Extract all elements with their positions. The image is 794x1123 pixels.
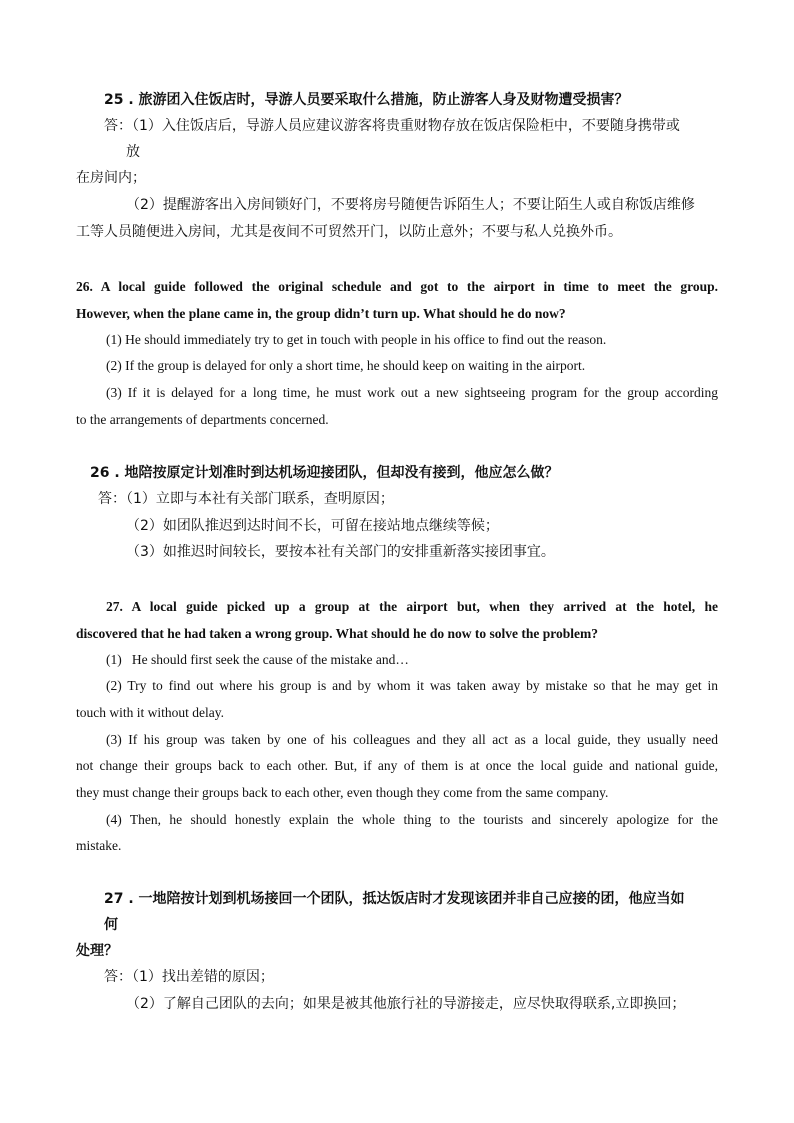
q27-en-answer-line: they must change their groups back to each other, even though they come from the same company.: [76, 785, 609, 800]
q27-cn-answer-line: （2）了解自己团队的去向；如果是被其他旅行社的导游接走，应尽快取得联系,立即换回；: [126, 996, 686, 1012]
q25-answer-line: 在房间内；: [76, 170, 146, 186]
q26-cn-answer-line: （2）如团队推迟到达时间不长，可留在接站地点继续等候；: [126, 518, 499, 534]
q26-en-title-line1: 26. A local guide followed the original schedule and got to the airport in time to meet the group.: [76, 279, 718, 294]
q26-en-title-line2: However, when the plane came in, the group didn’t turn up. What should he do now?: [76, 306, 566, 321]
q26-en-answer-line: (1) He should immediately try to get in touch with people in his office to find out the reason.: [106, 332, 607, 347]
q27-cn-answer-line: 答：（1）找出差错的原因；: [104, 969, 274, 985]
q26-en-answer-line: (3) If it is delayed for a long time, he must work out a new sightseeing program for the group according: [106, 385, 718, 400]
q27-en-answer-line: (2) Try to find out where his group is and by whom it was taken away by mistake so that he may get in: [106, 678, 718, 693]
q26-cn-title: 26 . 地陪按原定计划准时到达机场迎接团队，但却没有接到，他应怎么做？: [90, 465, 559, 481]
q26-en-answer-line: (2) If the group is delayed for only a short time, he should keep on waiting in the airport.: [106, 358, 586, 373]
q25-answer-line: （2）提醒游客出入房间锁好门，不要将房号随便告诉陌生人；不要让陌生人或自称饭店维修: [126, 197, 695, 213]
q27-en-answer-line: touch with it without delay.: [76, 705, 224, 720]
q27-en-answer-line: (3) If his group was taken by one of his colleagues and they all act as a local guide, they usually need: [106, 732, 718, 747]
q26-en-answer-line: to the arrangements of departments concerned.: [76, 412, 329, 427]
q26-cn-answer-line: 答：（1）立即与本社有关部门联系，查明原因；: [98, 491, 394, 507]
q27-en-answer-line: not change their groups back to each other. But, if any of them is at once the local guide and national guide,: [76, 758, 718, 773]
q27-cn-title-line2: 何: [104, 917, 118, 933]
q27-en-answer-line: (4) Then, he should honestly explain the whole thing to the tourists and sincerely apologize for the: [106, 812, 718, 827]
q27-en-answer-line: mistake.: [76, 838, 122, 853]
q25-title: 25 . 旅游团入住饭店时，导游人员要采取什么措施，防止游客人身及财物遭受损害？: [104, 92, 629, 108]
q25-answer-line: 放: [126, 144, 140, 160]
q25-answer-line: 答：（1）入住饭店后，导游人员应建议游客将贵重财物存放在饭店保险柜中，不要随身携带或: [104, 118, 680, 134]
q27-en-title-line2: discovered that he had taken a wrong group. What should he do now to solve the problem?: [76, 626, 598, 641]
q27-cn-title-line3: 处理？: [76, 943, 118, 959]
q25-answer-line: 工等人员随便进入房间，尤其是夜间不可贸然开门，以防止意外；不要与私人兑换外币。: [76, 224, 622, 240]
q27-cn-title-line1: 27 . 一地陪按计划到机场接回一个团队，抵达饭店时才发现该团并非自己应接的团，他应当如: [104, 891, 685, 907]
q26-cn-answer-line: （3）如推迟时间较长，要按本社有关部门的安排重新落实接团事宜。: [126, 544, 555, 560]
q27-en-answer-line: (1) He should first seek the cause of the mistake and…: [106, 652, 409, 667]
q27-en-title-line1: 27. A local guide picked up a group at the airport but, when they arrived at the hotel, he: [106, 599, 718, 614]
